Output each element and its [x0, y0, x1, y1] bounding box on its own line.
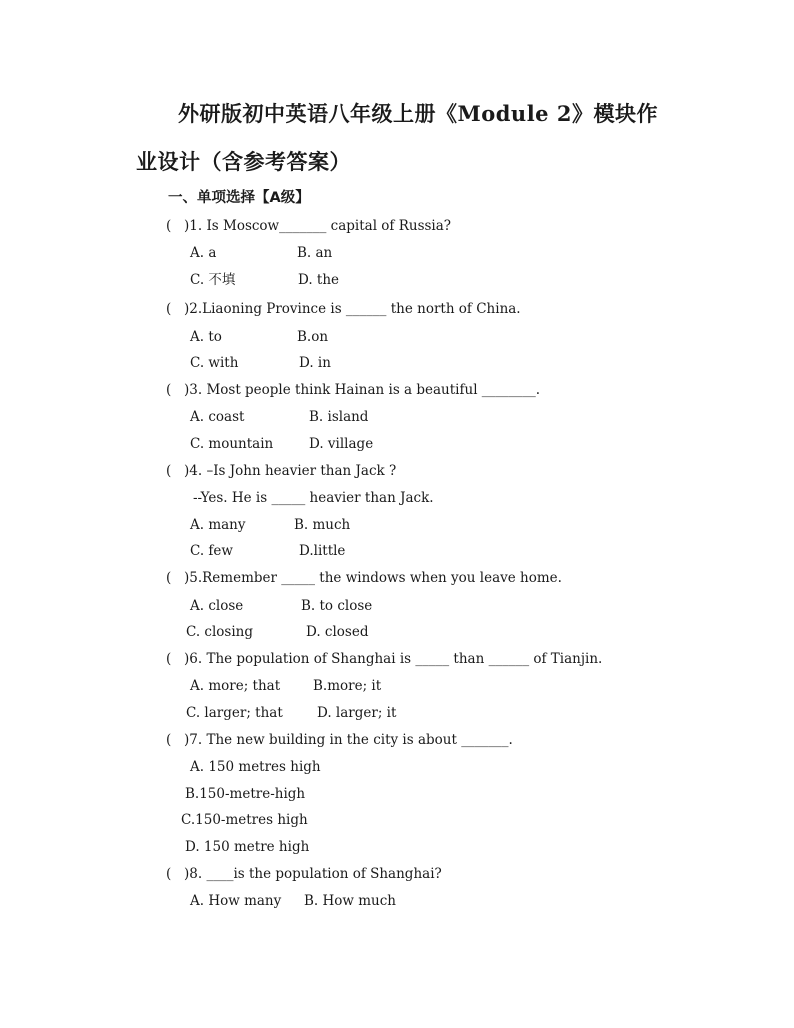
question-2-option-d: D. in: [299, 355, 331, 371]
question-1-option-c: C. 不填: [190, 272, 236, 288]
answer-paren: (: [166, 866, 172, 882]
question-1-stem: [166, 217, 451, 235]
question-4-option-b: B. much: [294, 517, 351, 533]
answer-paren: (: [166, 301, 172, 317]
question-text: )1. Is Moscow_______ capital of Russia?: [184, 218, 452, 234]
question-4-stem-reply: --Yes. He is _____ heavier than Jack.: [193, 490, 434, 506]
answer-paren: (: [166, 732, 172, 748]
question-text: )2.Liaoning Province is ______ the north of China.: [184, 301, 521, 317]
answer-paren: (: [166, 651, 172, 667]
question-3-stem: [166, 381, 540, 399]
document-title-line-1: 外研版初中英语八年级上册《Module 2》模块作: [178, 101, 658, 126]
question-3-option-a: A. coast: [190, 409, 245, 425]
section-heading: 一、单项选择【A级】: [168, 190, 310, 206]
question-8-option-b: B. How much: [304, 893, 397, 909]
question-8-option-a: A. How many: [190, 893, 282, 909]
question-7-option-a: A. 150 metres high: [190, 759, 321, 775]
question-3-option-b: B. island: [309, 409, 369, 425]
question-text: )4. –Is John heavier than Jack ?: [184, 463, 397, 479]
question-2-option-b: B.on: [297, 329, 329, 345]
question-4-option-c: C. few: [190, 543, 233, 559]
answer-paren: (: [166, 382, 172, 398]
question-1-option-a: A. a: [190, 245, 217, 261]
question-text: )3. Most people think Hainan is a beautiful ________.: [184, 382, 541, 398]
question-4-option-d: D.little: [299, 543, 346, 559]
question-6-option-a: A. more; that: [190, 678, 281, 694]
question-7-stem: [166, 731, 513, 749]
question-text: )7. The new building in the city is about _______.: [184, 732, 513, 748]
document-title-line-2: 业设计（含参考答案）: [136, 149, 351, 174]
question-5-option-c: C. closing: [186, 624, 254, 640]
question-5-stem: [166, 569, 562, 587]
question-7-option-c: C.150-metres high: [181, 812, 308, 828]
question-2-stem: [166, 300, 521, 318]
question-5-option-b: B. to close: [301, 598, 373, 614]
question-2-option-a: A. to: [190, 329, 222, 345]
question-text: )6. The population of Shanghai is _____ than ______ of Tianjin.: [184, 651, 603, 667]
question-text: )5.Remember _____ the windows when you leave home.: [184, 570, 562, 586]
question-3-option-d: D. village: [309, 436, 374, 452]
question-6-option-c: C. larger; that: [186, 705, 283, 721]
question-8-stem: [166, 865, 442, 883]
question-5-option-d: D. closed: [306, 624, 369, 640]
question-7-option-d: D. 150 metre high: [185, 839, 310, 855]
question-4-stem: [166, 462, 396, 480]
question-6-option-d: D. larger; it: [317, 705, 397, 721]
question-1-option-b: B. an: [297, 245, 333, 261]
answer-paren: (: [166, 570, 172, 586]
question-2-option-c: C. with: [190, 355, 239, 371]
question-5-option-a: A. close: [190, 598, 244, 614]
answer-paren: (: [166, 463, 172, 479]
question-6-stem: [166, 650, 602, 668]
question-3-option-c: C. mountain: [190, 436, 274, 452]
question-4-option-a: A. many: [190, 517, 246, 533]
question-7-option-b: B.150-metre-high: [185, 786, 306, 802]
question-text: )8. ____is the population of Shanghai?: [184, 866, 442, 882]
answer-paren: (: [166, 218, 172, 234]
question-6-option-b: B.more; it: [313, 678, 382, 694]
question-1-option-d: D. the: [298, 272, 340, 288]
